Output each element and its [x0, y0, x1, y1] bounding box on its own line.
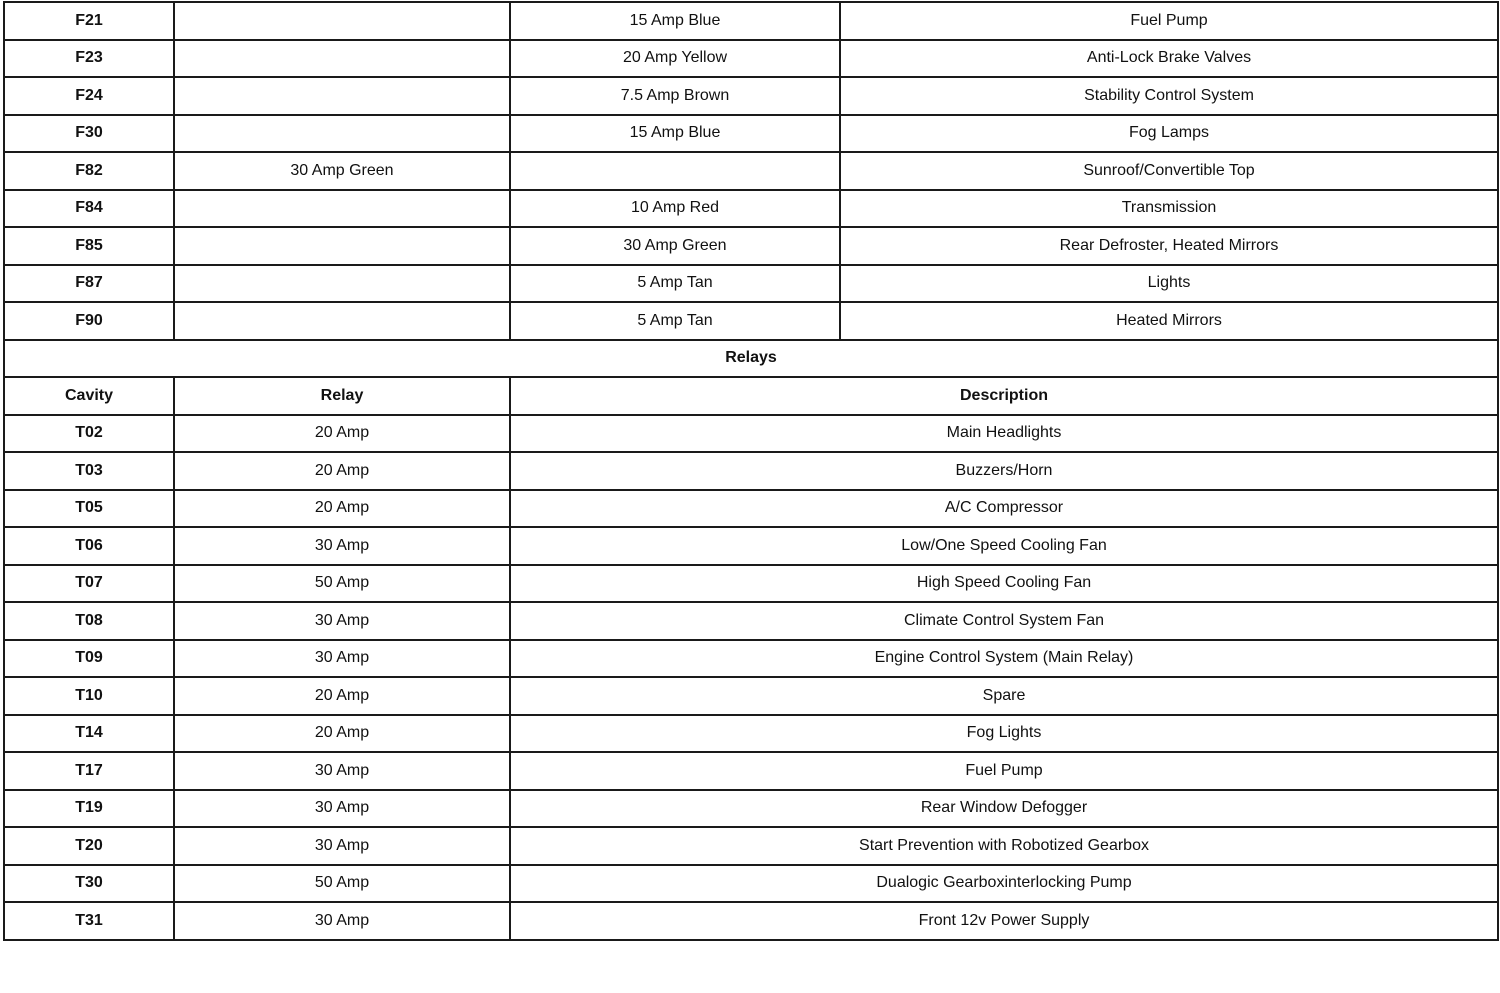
relay-amp-cell: 30 Amp: [174, 640, 510, 678]
fuse-relay-table: [3, 1, 1499, 941]
relay-cavity-cell: T19: [4, 790, 174, 828]
relay-row: [4, 902, 1498, 940]
relay-cavity-cell: T30: [4, 865, 174, 903]
relay-cavity-cell: T06: [4, 527, 174, 565]
relays-section-title: Relays: [4, 340, 1498, 378]
fuse-row: [4, 152, 1498, 190]
relay-row: [4, 415, 1498, 453]
fuse-description-cell: Sunroof/Convertible Top: [840, 152, 1498, 190]
fuse-row: [4, 40, 1498, 78]
fuse-cavity-cell: F84: [4, 190, 174, 228]
fuse-row: [4, 190, 1498, 228]
fuse-mini-cell: 30 Amp Green: [510, 227, 840, 265]
relay-amp-cell: 20 Amp: [174, 415, 510, 453]
relay-cavity-cell: T31: [4, 902, 174, 940]
relay-cavity-cell: T07: [4, 565, 174, 603]
relay-amp-cell: 30 Amp: [174, 902, 510, 940]
fuse-description-cell: Lights: [840, 265, 1498, 303]
relay-amp-cell: 20 Amp: [174, 715, 510, 753]
relay-amp-cell: 30 Amp: [174, 752, 510, 790]
relay-row: [4, 490, 1498, 528]
fuse-mini-cell: 15 Amp Blue: [510, 115, 840, 153]
relay-cavity-cell: T14: [4, 715, 174, 753]
relay-amp-cell: 20 Amp: [174, 490, 510, 528]
fuse-description-cell: Fuel Pump: [840, 2, 1498, 40]
fuse-mini-cell: 5 Amp Tan: [510, 265, 840, 303]
relay-cavity-cell: T09: [4, 640, 174, 678]
relay-amp-cell: 30 Amp: [174, 527, 510, 565]
fuse-mini-cell: [510, 152, 840, 190]
relay-description-cell: Buzzers/Horn: [510, 452, 1498, 490]
relay-description-cell: Dualogic Gearboxinterlocking Pump: [510, 865, 1498, 903]
relay-amp-cell: 50 Amp: [174, 865, 510, 903]
fuse-mini-cell: 20 Amp Yellow: [510, 40, 840, 78]
fuse-cavity-cell: F30: [4, 115, 174, 153]
relay-description-cell: Fuel Pump: [510, 752, 1498, 790]
fuse-mini-cell: 15 Amp Blue: [510, 2, 840, 40]
relay-cavity-cell: T02: [4, 415, 174, 453]
relays-header-description: Description: [510, 377, 1498, 415]
relay-description-cell: Low/One Speed Cooling Fan: [510, 527, 1498, 565]
fuse-description-cell: Anti-Lock Brake Valves: [840, 40, 1498, 78]
relay-row: [4, 640, 1498, 678]
fuse-cartridge-cell: [174, 77, 510, 115]
fuse-cavity-cell: F21: [4, 2, 174, 40]
fuse-table-body: [4, 2, 1498, 940]
fuse-cartridge-cell: [174, 2, 510, 40]
relay-row: [4, 752, 1498, 790]
relay-description-cell: Rear Window Defogger: [510, 790, 1498, 828]
fuse-row: [4, 227, 1498, 265]
fuse-cavity-cell: F23: [4, 40, 174, 78]
fuse-mini-cell: 10 Amp Red: [510, 190, 840, 228]
relay-cavity-cell: T08: [4, 602, 174, 640]
fuse-cavity-cell: F87: [4, 265, 174, 303]
fuse-cartridge-cell: [174, 190, 510, 228]
fuse-cartridge-cell: [174, 40, 510, 78]
relay-description-cell: Spare: [510, 677, 1498, 715]
relay-description-cell: Fog Lights: [510, 715, 1498, 753]
relay-description-cell: A/C Compressor: [510, 490, 1498, 528]
relay-row: [4, 527, 1498, 565]
fuse-description-cell: Transmission: [840, 190, 1498, 228]
relay-amp-cell: 20 Amp: [174, 452, 510, 490]
relay-row: [4, 452, 1498, 490]
relay-description-cell: Front 12v Power Supply: [510, 902, 1498, 940]
relay-row: [4, 602, 1498, 640]
fuse-row: [4, 77, 1498, 115]
fuse-description-cell: Rear Defroster, Heated Mirrors: [840, 227, 1498, 265]
relay-cavity-cell: T05: [4, 490, 174, 528]
fuse-description-cell: Fog Lamps: [840, 115, 1498, 153]
relay-description-cell: Main Headlights: [510, 415, 1498, 453]
relay-cavity-cell: T17: [4, 752, 174, 790]
relay-cavity-cell: T20: [4, 827, 174, 865]
relay-cavity-cell: T10: [4, 677, 174, 715]
fuse-cavity-cell: F24: [4, 77, 174, 115]
fuse-mini-cell: 5 Amp Tan: [510, 302, 840, 340]
fuse-row: [4, 2, 1498, 40]
relay-cavity-cell: T03: [4, 452, 174, 490]
relay-row: [4, 715, 1498, 753]
relays-section-row: [4, 340, 1498, 378]
relay-row: [4, 827, 1498, 865]
fuse-cavity-cell: F85: [4, 227, 174, 265]
fuse-cartridge-cell: [174, 302, 510, 340]
relays-header-relay: Relay: [174, 377, 510, 415]
fuse-row: [4, 115, 1498, 153]
fuse-cartridge-cell: 30 Amp Green: [174, 152, 510, 190]
fuse-description-cell: Stability Control System: [840, 77, 1498, 115]
fuse-cavity-cell: F82: [4, 152, 174, 190]
fuse-cartridge-cell: [174, 265, 510, 303]
relay-row: [4, 865, 1498, 903]
relay-row: [4, 677, 1498, 715]
relay-description-cell: High Speed Cooling Fan: [510, 565, 1498, 603]
relays-header-row: [4, 377, 1498, 415]
fuse-row: [4, 265, 1498, 303]
relay-amp-cell: 30 Amp: [174, 602, 510, 640]
relay-description-cell: Start Prevention with Robotized Gearbox: [510, 827, 1498, 865]
fuse-mini-cell: 7.5 Amp Brown: [510, 77, 840, 115]
fuse-description-cell: Heated Mirrors: [840, 302, 1498, 340]
relay-amp-cell: 20 Amp: [174, 677, 510, 715]
fuse-cartridge-cell: [174, 227, 510, 265]
relay-amp-cell: 30 Amp: [174, 790, 510, 828]
fuse-row: [4, 302, 1498, 340]
relay-amp-cell: 50 Amp: [174, 565, 510, 603]
relays-header-cavity: Cavity: [4, 377, 174, 415]
relay-description-cell: Climate Control System Fan: [510, 602, 1498, 640]
relay-amp-cell: 30 Amp: [174, 827, 510, 865]
fuse-cartridge-cell: [174, 115, 510, 153]
fuse-cavity-cell: F90: [4, 302, 174, 340]
relay-row: [4, 565, 1498, 603]
relay-row: [4, 790, 1498, 828]
relay-description-cell: Engine Control System (Main Relay): [510, 640, 1498, 678]
